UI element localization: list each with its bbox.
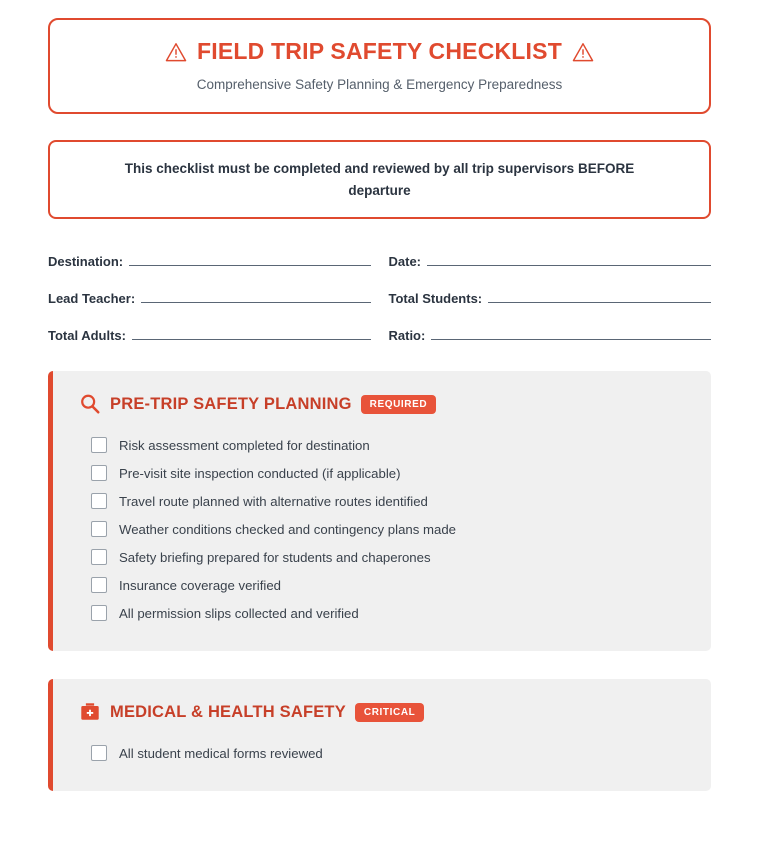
status-badge: CRITICAL [355,703,424,722]
total-adults-input[interactable] [132,325,371,340]
item-checkbox[interactable] [91,577,107,593]
medical-kit-icon [79,701,101,723]
item-checkbox[interactable] [91,605,107,621]
page-subtitle: Comprehensive Safety Planning & Emergency Preparedness [196,77,563,92]
item-checkbox[interactable] [91,465,107,481]
item-label: All student medical forms reviewed [119,745,323,761]
field-date [389,251,712,269]
field-label: Destination: [48,254,124,270]
list-item[interactable] [79,431,685,459]
destination-input[interactable] [129,251,370,266]
list-item[interactable] [79,739,685,767]
ratio-input[interactable] [431,325,711,340]
list-item[interactable] [79,487,685,515]
field-label: Total Adults: [48,328,126,344]
section-pre-trip-safety-planning [48,371,711,651]
section-title: MEDICAL & HEALTH SAFETY [110,702,346,721]
warning-triangle-icon [165,42,187,62]
field-label: Lead Teacher: [48,291,136,307]
section-header [79,701,685,723]
list-item[interactable] [79,459,685,487]
total-students-input[interactable] [488,288,711,303]
notice-banner: This checklist must be completed and reviewed by all trip supervisors BEFORE departure [48,140,711,219]
checklist-items [79,431,685,627]
field-destination [48,251,371,269]
status-badge: REQUIRED [361,395,437,414]
section-header [79,393,685,415]
field-lead-teacher [48,288,371,306]
list-item[interactable] [79,571,685,599]
item-label: Insurance coverage verified [119,577,282,593]
section-medical-health-safety [48,679,711,791]
list-item[interactable] [79,599,685,627]
trip-info-fields [48,251,711,343]
date-input[interactable] [427,251,711,266]
item-checkbox[interactable] [91,521,107,537]
warning-triangle-icon [572,42,594,62]
item-label: Safety briefing prepared for students and chaperones [119,549,431,565]
item-label: Travel route planned with alternative routes identified [119,493,428,509]
title-row [70,38,689,65]
field-label: Total Students: [388,291,483,307]
item-label: Risk assessment completed for destination [119,437,370,453]
field-label: Ratio: [388,328,426,344]
list-item[interactable] [79,515,685,543]
field-total-students [389,288,712,306]
list-item[interactable] [79,543,685,571]
item-checkbox[interactable] [91,549,107,565]
item-checkbox[interactable] [91,493,107,509]
title-banner [48,18,711,114]
field-total-adults [48,325,371,343]
item-checkbox[interactable] [91,437,107,453]
field-ratio [389,325,712,343]
item-label: All permission slips collected and verified [119,605,359,621]
item-label: Pre-visit site inspection conducted (if applicable) [119,465,401,481]
lead-teacher-input[interactable] [141,288,370,303]
magnifying-glass-icon [79,393,101,415]
section-title: PRE-TRIP SAFETY PLANNING [110,394,352,413]
page-title: FIELD TRIP SAFETY CHECKLIST [197,38,562,64]
item-checkbox[interactable] [91,745,107,761]
checklist-items [79,739,685,767]
item-label: Weather conditions checked and contingency plans made [119,521,456,537]
field-label: Date: [388,254,422,270]
